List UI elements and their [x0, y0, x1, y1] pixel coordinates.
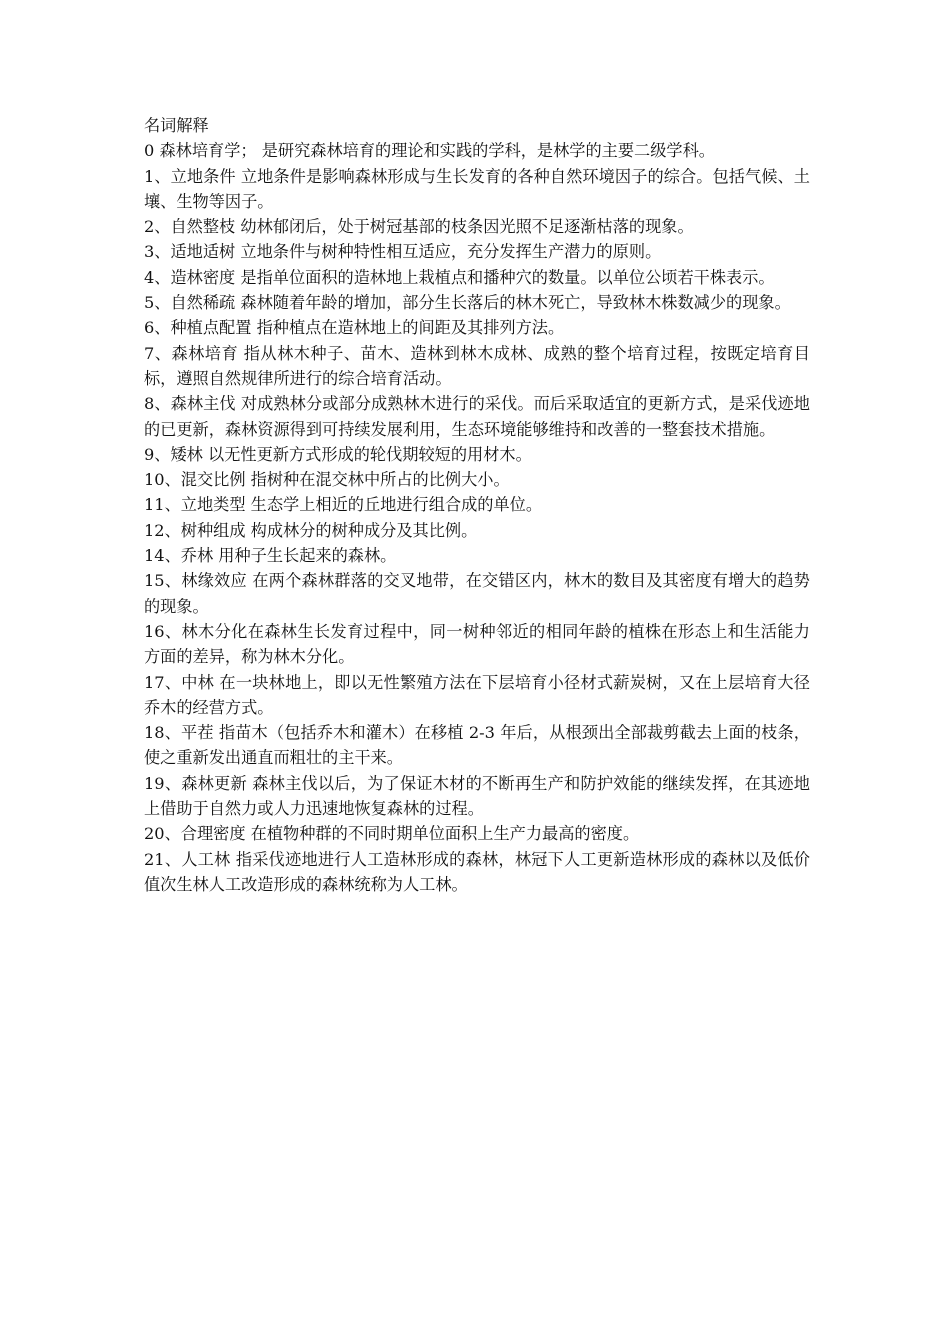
glossary-entry: 3、适地适树 立地条件与树种特性相互适应，充分发挥生产潜力的原则。 — [144, 242, 662, 262]
document-body — [144, 113, 810, 897]
glossary-entry: 19、森林更新 森林主伐以后，为了保证木材的不断再生产和防护效能的继续发挥，在其迹地上借助于自然力或人力迅速地恢复森林的过程。 — [144, 773, 810, 819]
glossary-entry: 7、森林培育 指从林木种子、苗木、造林到林木成林、成熟的整个培育过程，按既定培育目标，遵照自然规律所进行的综合培育活动。 — [144, 343, 810, 388]
glossary-entry: 21、人工林 指采伐迹地进行人工造林形成的森林，林冠下人工更新造林形成的森林以及低价值次生林人工改造形成的森林统称为人工林。 — [144, 849, 810, 894]
glossary-entry: 2、自然整枝 幼林郁闭后，处于树冠基部的枝条因光照不足逐渐枯落的现象。 — [144, 217, 694, 237]
glossary-entry: 4、造林密度 是指单位面积的造林地上栽植点和播种穴的数量。以单位公顷若干株表示。 — [144, 267, 775, 287]
glossary-entry: 15、林缘效应 在两个森林群落的交叉地带，在交错区内，林木的数目及其密度有增大的趋势的现象。 — [144, 571, 810, 616]
glossary-entry: 14、乔林 用种子生长起来的森林。 — [144, 546, 397, 566]
glossary-entry: 8、森林主伐 对成熟林分或部分成熟林木进行的采伐。而后采取适宜的更新方式，是采伐迹地的已更新，森林资源得到可持续发展利用，生态环境能够维持和改善的一整套技术措施。 — [144, 394, 810, 439]
glossary-entry: 6、种植点配置 指种植点在造林地上的间距及其排列方法。 — [144, 318, 565, 338]
glossary-entry: 1、立地条件 立地条件是影响森林形成与生长发育的各种自然环境因子的综合。包括气候、土壤、生物等因子。 — [144, 166, 810, 211]
glossary-entry: 20、合理密度 在植物种群的不同时期单位面积上生产力最高的密度。 — [144, 824, 640, 844]
glossary-entry: 12、树种组成 构成林分的树种成分及其比例。 — [144, 520, 478, 540]
glossary-entry: 17、中林 在一块林地上，即以无性繁殖方法在下层培育小径材式薪炭树，又在上层培育大径乔木的经营方式。 — [144, 672, 810, 717]
glossary-entry: 5、自然稀疏 森林随着年龄的增加，部分生长落后的林木死亡，导致林木株数减少的现象。 — [144, 293, 791, 313]
glossary-entry: 16、林木分化在森林生长发育过程中，同一树种邻近的相同年龄的植株在形态上和生活能力方面的差异，称为林木分化。 — [144, 621, 810, 667]
document-title: 名词解释 — [144, 116, 209, 135]
glossary-entry: 11、立地类型 生态学上相近的丘地进行组合成的单位。 — [144, 495, 543, 515]
glossary-entry: 10、混交比例 指树种在混交林中所占的比例大小。 — [144, 470, 510, 490]
glossary-entry: 0 森林培育学； 是研究森林培育的理论和实践的学科，是林学的主要二级学科。 — [144, 141, 715, 161]
glossary-entry: 9、矮林 以无性更新方式形成的轮伐期较短的用材木。 — [144, 444, 532, 464]
glossary-entry: 18、平茬 指苗木（包括乔木和灌木）在移植 2-3 年后，从根颈出全部裁剪截去上面的枝条，使之重新发出通直而粗壮的主干来。 — [144, 723, 810, 768]
